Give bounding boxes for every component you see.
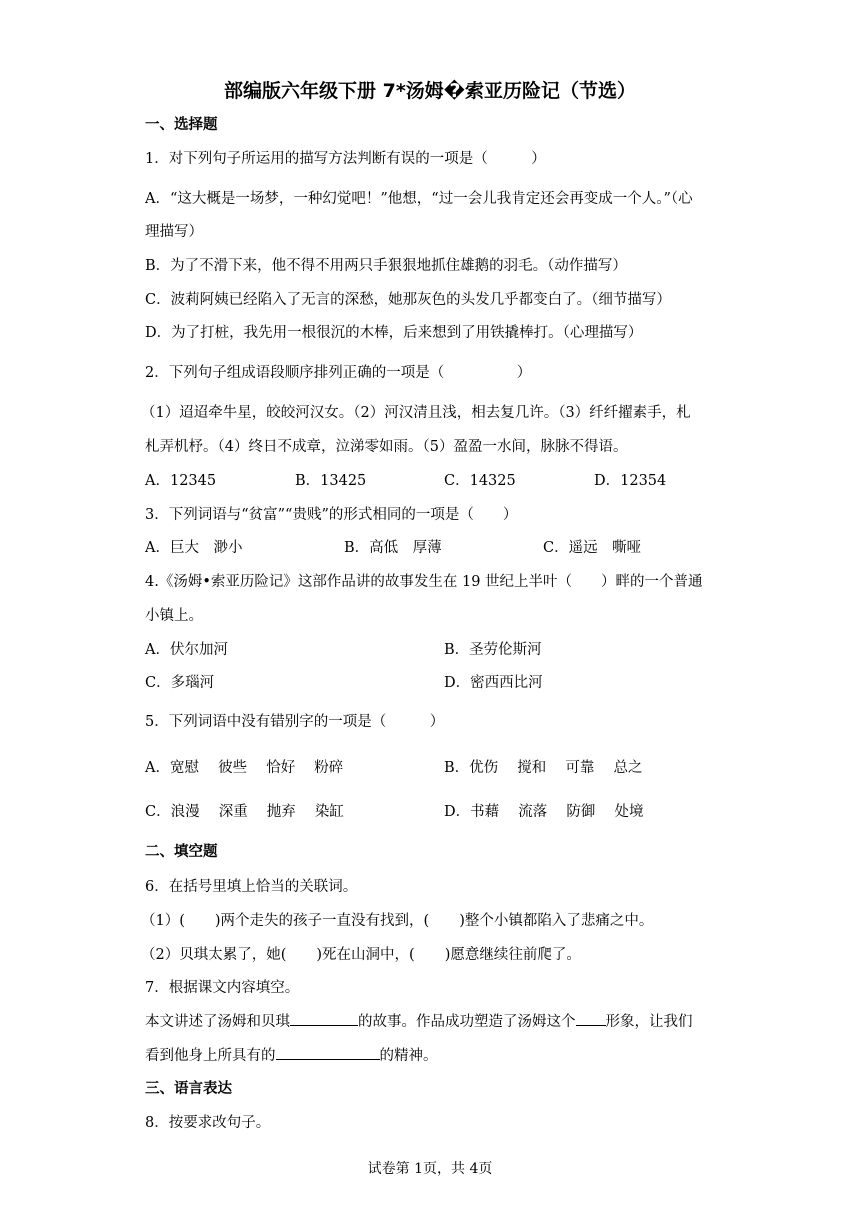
question-2-text: （1）迢迢牵牛星，皎皎河汉女。（2）河汉清且浅，相去复几许。（3）纤纤擢素手，札 xyxy=(141,405,691,421)
question-7-line-2: 看到他身上所具有的 的精神。 xyxy=(145,1044,438,1065)
question-1-option-d: D．为了打桩，我先用一根很沉的木棒，后来想到了用铁撬棒打。（心理描写） xyxy=(145,325,643,341)
question-4-stem: 4.《汤姆•索亚历险记》这部作品讲的故事发生在 19 世纪上半叶（ ）畔的一个普通 xyxy=(145,574,703,590)
question-6-line-2: （2）贝琪太累了，她( )死在山洞中，( )愿意继续往前爬了。 xyxy=(141,947,581,963)
section-heading-choice: 一、选择题 xyxy=(145,117,218,133)
question-1-stem: 1．对下列句子所运用的描写方法判断有误的一项是（ ） xyxy=(145,151,546,167)
question-3-option-c: C．遥远 嘶哑 xyxy=(543,540,642,556)
question-2-option-a: A．12345 xyxy=(145,473,217,489)
answer-blank[interactable] xyxy=(290,1011,358,1026)
question-4-stem-cont: 小镇上。 xyxy=(145,608,203,624)
question-7-stem: 7．根据课文内容填空。 xyxy=(145,980,300,996)
page-footer: 试卷第 1页，共 4页 xyxy=(367,1161,493,1177)
question-1-option-a: A．“这大概是一场梦，一种幻觉吧！”他想，“过一会儿我肯定还会再变成一个人。”（心 xyxy=(145,191,693,207)
question-6-stem: 6．在括号里填上恰当的关联词。 xyxy=(145,879,358,895)
question-4-option-d: D．密西西比河 xyxy=(444,675,543,691)
question-3-option-a: A．巨大 渺小 xyxy=(145,540,243,556)
question-2-option-d: D．12354 xyxy=(594,473,667,489)
question-7-line-1: 本文讲述了汤姆和贝琪 的故事。作品成功塑造了汤姆这个 形象，让我们 xyxy=(145,1010,693,1031)
answer-blank[interactable] xyxy=(576,1011,606,1026)
question-5-option-d: D．书藉 流落 防御 处境 xyxy=(444,804,644,820)
question-3-option-b: B．高低 厚薄 xyxy=(344,540,442,556)
question-5-option-a: A．宽慰 彼些 恰好 粉碎 xyxy=(145,760,344,776)
question-2-option-b: B．13425 xyxy=(295,473,367,489)
question-3-stem: 3．下列词语与“贫富”“贵贱”的形式相同的一项是（ ） xyxy=(145,507,518,523)
question-2-text-cont: 札弄机杼。（4）终日不成章，泣涕零如雨。（5）盈盈一水间，脉脉不得语。 xyxy=(145,439,628,455)
question-2-stem: 2．下列句子组成语段顺序排列正确的一项是（ ） xyxy=(145,365,532,381)
question-1-option-a-cont: 理描写） xyxy=(145,224,203,240)
question-1-option-b: B．为了不滑下来，他不得不用两只手狠狠地抓住雄鹅的羽毛。（动作描写） xyxy=(145,258,627,274)
page-title: 部编版六年级下册 7*汤姆�索亚历险记（节选） xyxy=(224,80,636,102)
question-5-stem: 5．下列词语中没有错别字的一项是（ ） xyxy=(145,714,445,730)
section-heading-fill: 二、填空题 xyxy=(145,844,218,860)
question-1-option-c: C．波莉阿姨已经陷入了无言的深愁，她那灰色的头发几乎都变白了。（细节描写） xyxy=(145,292,671,308)
question-2-option-c: C．14325 xyxy=(444,473,516,489)
question-6-line-1: （1）( )两个走失的孩子一直没有找到，( )整个小镇都陷入了悲痛之中。 xyxy=(141,913,654,929)
question-4-option-c: C．多瑙河 xyxy=(145,675,215,691)
question-8-stem: 8．按要求改句子。 xyxy=(145,1115,271,1131)
question-4-option-a: A．伏尔加河 xyxy=(145,642,228,658)
question-5-option-b: B．优伤 搅和 可靠 总之 xyxy=(444,760,643,776)
question-4-option-b: B．圣劳伦斯河 xyxy=(444,642,542,658)
question-5-option-c: C．浪漫 深重 抛弃 染缸 xyxy=(145,804,344,820)
answer-blank[interactable] xyxy=(276,1045,380,1060)
section-heading-expression: 三、语言表达 xyxy=(145,1081,232,1097)
